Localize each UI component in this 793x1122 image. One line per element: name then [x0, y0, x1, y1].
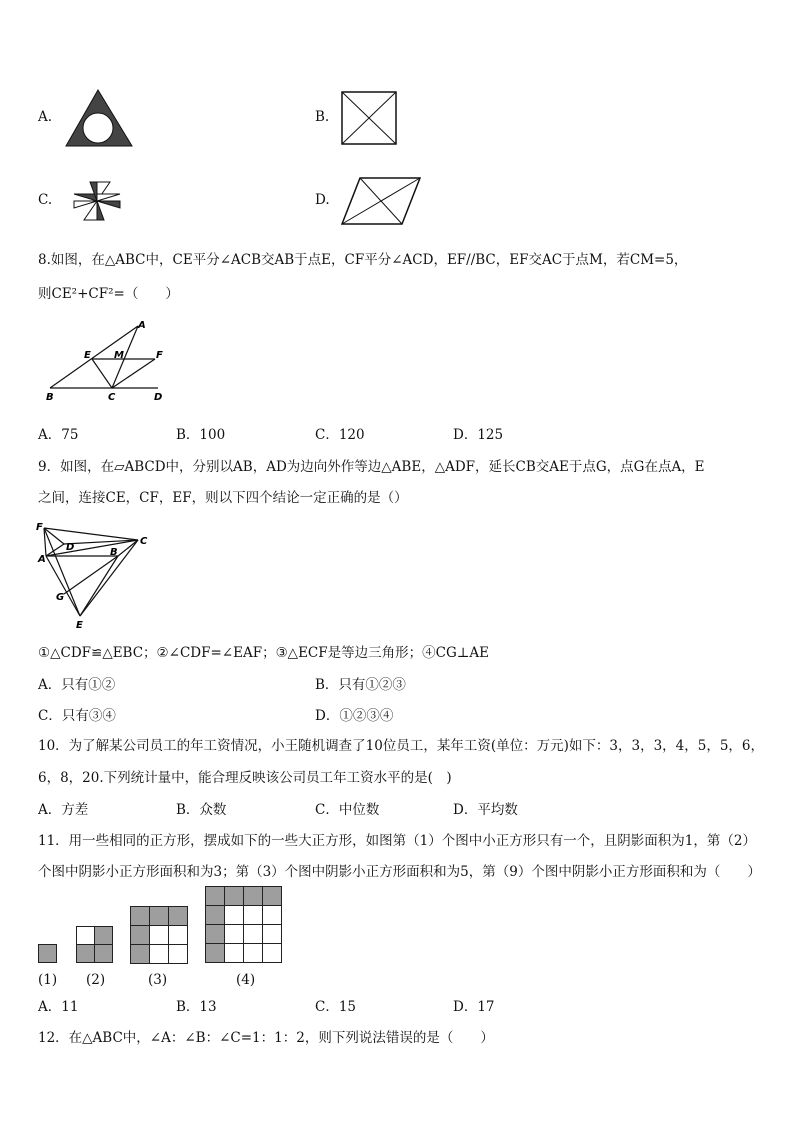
q11-figure-label-3: (3): [148, 972, 168, 988]
q9-label-g: G: [56, 592, 65, 603]
q11-figure-label-4: (4): [236, 972, 256, 988]
q8-label-c: C: [108, 392, 116, 403]
q8-option-b: B．100: [176, 427, 226, 443]
q9-option-b: B．只有①②③: [315, 677, 406, 693]
q7-option-a-label: A.: [38, 109, 53, 125]
q10-option-a: A．方差: [38, 802, 89, 818]
q7-figure-c-pinwheel: [64, 180, 130, 222]
q11-figure-label-1: (1): [38, 972, 58, 988]
q9-stem-line2: 之间，连接CE，CF，EF，则以下四个结论一定正确的是（）: [38, 490, 408, 506]
q10-stem-line1: 10．为了解某公司员工的年工资情况，小王随机调查了10位员工，某年工资(单位：万元)如下：3，3，3，4，5，5，6，: [38, 738, 765, 754]
q11-figure-label-2: (2): [86, 972, 106, 988]
q7-option-c-label: C.: [38, 192, 53, 208]
q7-figure-b-square-x: [340, 90, 400, 146]
q9-label-e: E: [76, 620, 83, 631]
q8-label-d: D: [154, 392, 163, 403]
q10-stem-line2: 6，8，20.下列统计量中，能合理反映该公司员工年工资水平的是( ): [38, 770, 452, 786]
q8-label-e: E: [84, 350, 91, 361]
q8-stem-line2: 则CE²+CF²=（ ）: [38, 286, 179, 302]
q8-label-b: B: [46, 392, 54, 403]
q11-stem-line2: 个图中阴影小正方形面积和为3；第（3）个图中阴影小正方形面积和为5，第（9）个图中阴影小正方形面积和为（ ）: [38, 864, 761, 880]
q11-figure-3: [130, 906, 190, 966]
q11-option-d: D．17: [453, 999, 495, 1015]
q9-label-d: D: [66, 542, 75, 553]
q8-label-m: M: [114, 350, 124, 361]
q10-option-c: C．中位数: [315, 802, 380, 818]
q11-figure-1: [38, 944, 58, 964]
q9-label-b: B: [110, 547, 118, 558]
q8-label-f: F: [156, 350, 163, 361]
q11-option-c: C．15: [315, 999, 357, 1015]
q8-figure-triangle: [40, 318, 170, 404]
q7-option-d-label: D.: [315, 192, 330, 208]
q7-figure-a-triangle-circle: [64, 88, 134, 150]
q11-option-b: B．13: [176, 999, 217, 1015]
q7-figure-d-rhombus-diagonals: [340, 176, 422, 226]
q9-option-c: C．只有③④: [38, 708, 116, 724]
q9-stem-line1: 9．如图，在▱ABCD中，分别以AB，AD为边向外作等边△ABE，△ADF，延长CB交AE于点G，点G在点A，E: [38, 459, 705, 475]
q9-option-d: D．①②③④: [315, 708, 394, 724]
q9-label-a: A: [38, 554, 46, 565]
q10-option-b: B．众数: [176, 802, 227, 818]
q9-figure-parallelogram: [36, 522, 156, 630]
q9-label-c: C: [140, 536, 148, 547]
q8-option-c: C．120: [315, 427, 365, 443]
q9-option-a: A．只有①②: [38, 677, 116, 693]
q7-option-b-label: B.: [315, 109, 330, 125]
q9-conclusions: ①△CDF≌△EBC；②∠CDF=∠EAF；③△ECF是等边三角形；④CG⊥AE: [38, 645, 490, 661]
q11-figure-4: [205, 886, 285, 966]
q8-label-a: A: [138, 320, 146, 331]
q11-option-a: A．11: [38, 999, 79, 1015]
q11-stem-line1: 11．用一些相同的正方形，摆成如下的一些大正方形，如图第（1）个图中小正方形只有一个，且阴影面积为1，第（2）: [38, 833, 756, 849]
q8-option-d: D．125: [453, 427, 504, 443]
q12-stem-line1: 12．在△ABC中，∠A：∠B：∠C=1：1：2，则下列说法错误的是（ ）: [38, 1030, 494, 1046]
q10-option-d: D．平均数: [453, 802, 518, 818]
q9-label-f: F: [36, 522, 43, 533]
q8-option-a: A．75: [38, 427, 79, 443]
q11-figure-2: [76, 926, 116, 966]
q8-stem-line1: 8.如图，在△ABC中，CE平分∠ACB交AB于点E，CF平分∠ACD，EF//BC，EF交AC于点M，若CM=5，: [38, 252, 688, 268]
